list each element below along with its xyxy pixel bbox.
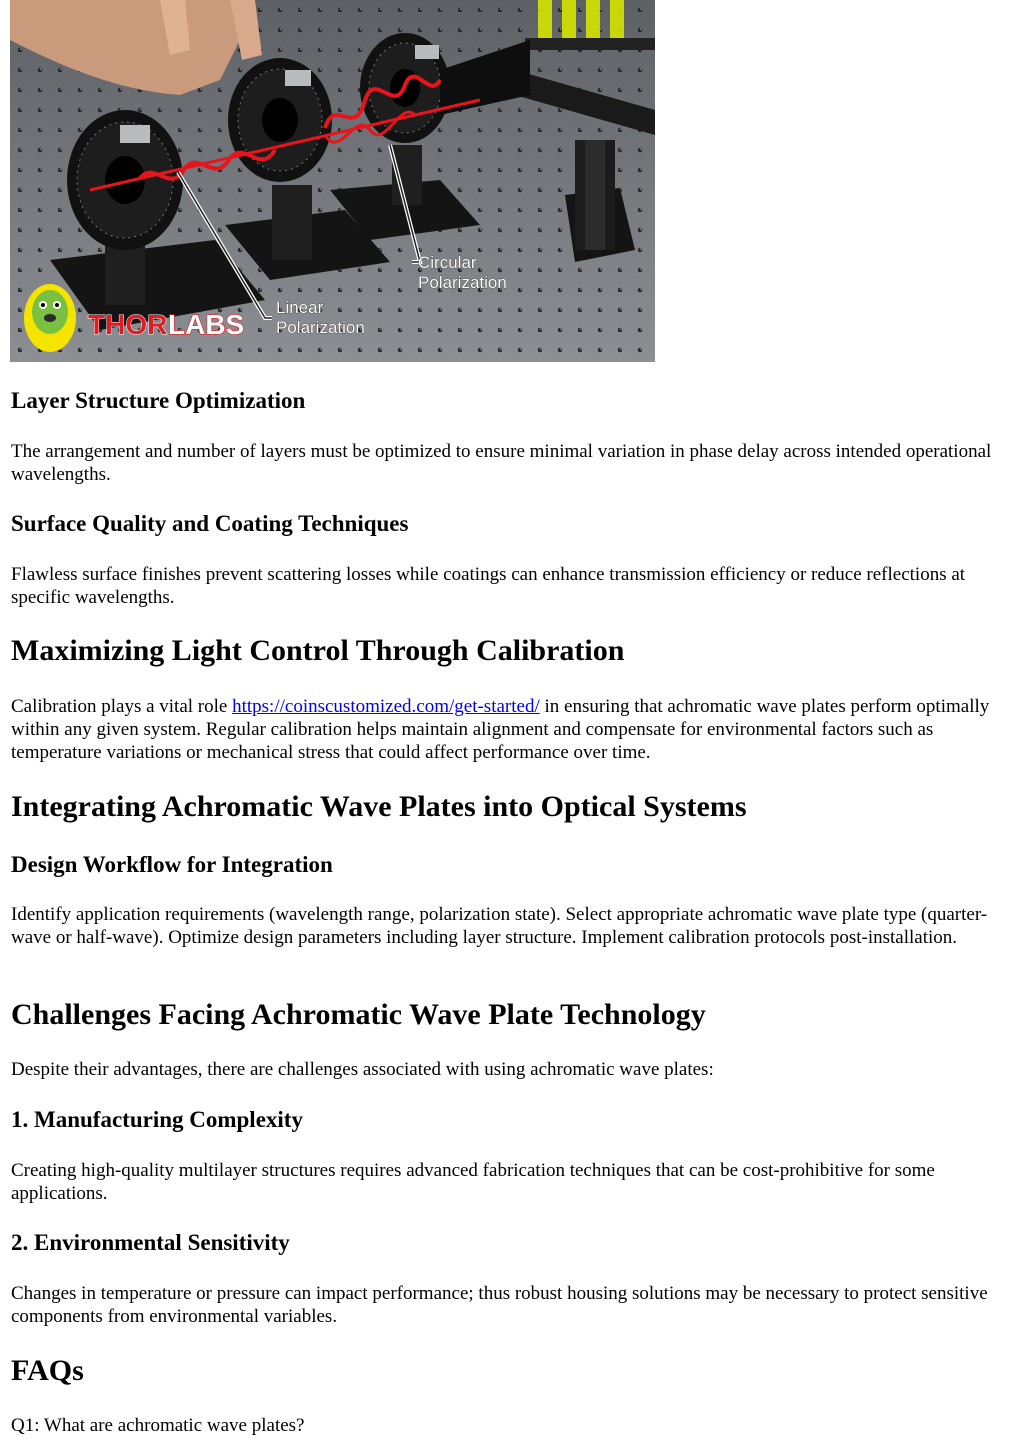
- heading-faqs: FAQs: [11, 1354, 84, 1387]
- paragraph-environmental: Changes in temperature or pressure can impact performance; thus robust housing solutions may be necessary to protect sensitive components from environmental variables.: [11, 1283, 988, 1327]
- heading-manufacturing: 1. Manufacturing Complexity: [11, 1107, 303, 1132]
- heading-integrating: Integrating Achromatic Wave Plates into Optical Systems: [11, 790, 747, 823]
- svg-text:THOR: THOR: [88, 309, 168, 340]
- circular-polarization-label-line2: Polarization: [418, 273, 507, 292]
- heading-design-workflow: Design Workflow for Integration: [11, 852, 333, 877]
- thorlabs-mascot-icon: [24, 284, 76, 352]
- heading-challenges: Challenges Facing Achromatic Wave Plate Technology: [11, 998, 706, 1031]
- heading-environmental: 2. Environmental Sensitivity: [11, 1230, 290, 1255]
- linear-polarization-label-line2: Polarization: [276, 318, 365, 337]
- svg-text:LABS: LABS: [168, 309, 245, 340]
- heading-surface-quality: Surface Quality and Coating Techniques: [11, 511, 409, 536]
- polarization-demo-photo: [10, 0, 655, 362]
- heading-calibration: Maximizing Light Control Through Calibration: [11, 634, 625, 667]
- paragraph-challenges-intro: Despite their advantages, there are challenges associated with using achromatic wave plates:: [11, 1059, 714, 1080]
- linear-polarization-label-line1: Linear: [276, 298, 324, 317]
- paragraph-calibration: [11, 695, 1014, 764]
- circular-polarization-label-line1: Circular: [418, 253, 477, 272]
- paragraph-surface-quality: Flawless surface finishes prevent scattering losses while coatings can enhance transmission efficiency or reduce reflections at specific wavelengths.: [11, 564, 966, 608]
- calibration-text-start: Calibration plays a vital role: [11, 696, 233, 717]
- paragraph-design-workflow: Identify application requirements (wavelength range, polarization state). Select appropriate achromatic wave plate type (quarter-wave or half-wave). Optimize design parameters including layer structure. Implement calibration protocols post-installation.: [11, 904, 988, 948]
- heading-layer-structure: Layer Structure Optimization: [11, 388, 306, 413]
- optical-bench-illustration: [10, 0, 655, 362]
- faq-question-1: Q1: What are achromatic wave plates?: [11, 1415, 305, 1436]
- paragraph-layer-structure: The arrangement and number of layers must be optimized to ensure minimal variation in phase delay across intended operational wavelengths.: [11, 441, 992, 485]
- paragraph-manufacturing: Creating high-quality multilayer structures requires advanced fabrication techniques that can be cost-prohibitive for some applications.: [11, 1160, 935, 1204]
- thorlabs-logo: [88, 309, 244, 340]
- calibration-text-end: in ensuring that achromatic wave plates perform optimally within any given system. Regular calibration helps maintain alignment and compensate for environmental factors such as temperature variations or mechanical stress that could affect performance over time.: [11, 696, 990, 763]
- get-started-link[interactable]: https://coinscustomized.com/get-started/: [232, 696, 540, 717]
